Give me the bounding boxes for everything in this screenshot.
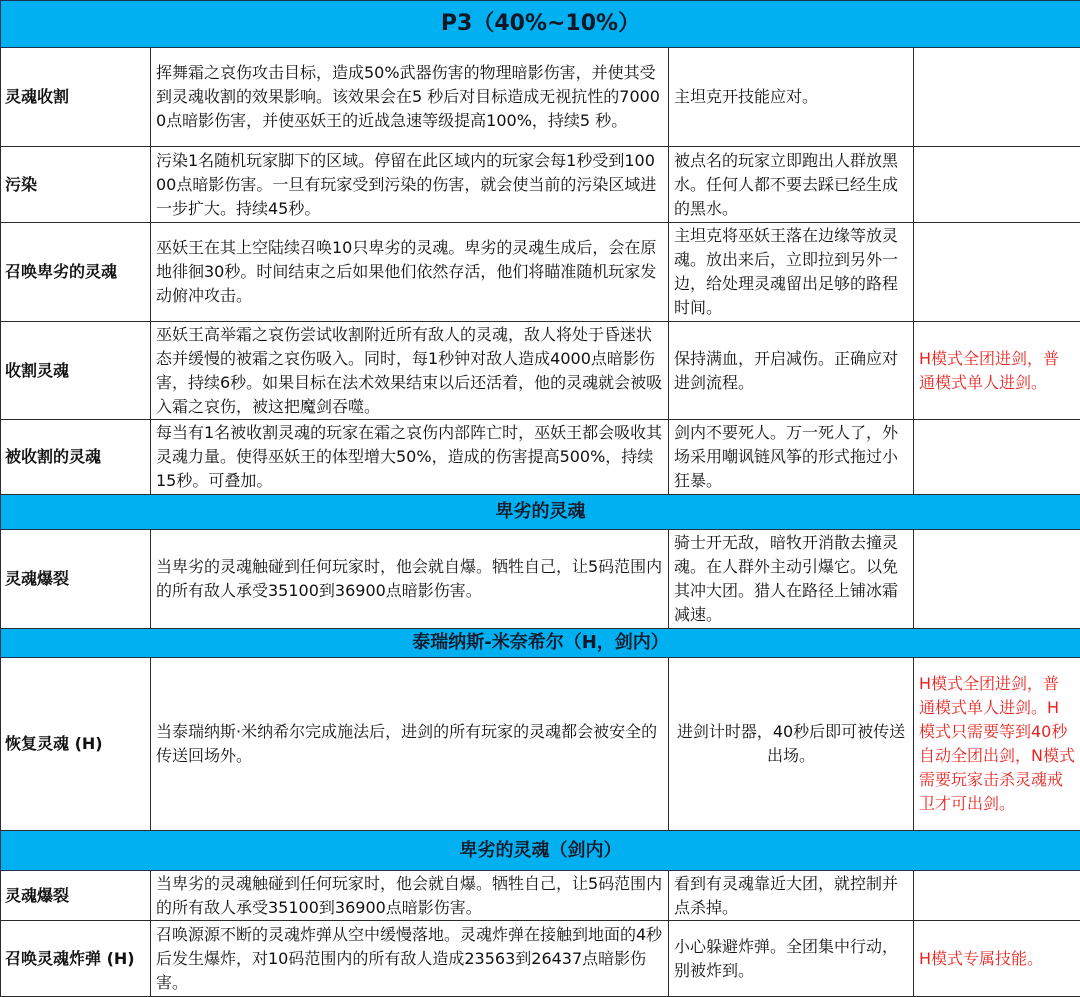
ability-note: H模式全团进剑，普通模式单人进剑。H模式只需要等到40秒自动全团出剑，N模式需要玩家击杀灵魂戒卫才可出剑。 (914, 658, 1080, 831)
table-row (1, 322, 1080, 420)
ability-name: 灵魂爆裂 (1, 871, 151, 921)
ability-note (914, 871, 1080, 921)
ability-description: 巫妖王在其上空陆续召唤10只卑劣的灵魂。卑劣的灵魂生成后，会在原地徘徊30秒。时间结束之后如果他们依然存活，他们将瞄准随机玩家发动俯冲攻击。 (151, 223, 669, 322)
ability-tactic: 被点名的玩家立即跑出人群放黑水。任何人都不要去踩已经生成的黑水。 (669, 147, 914, 223)
ability-description: 召唤源源不断的灵魂炸弹从空中缓慢落地。灵魂炸弹在接触到地面的4秒后发生爆炸，对10码范围内的所有敌人造成23563到26437点暗影伤害。 (151, 921, 669, 997)
table-row (1, 48, 1080, 147)
ability-description: 巫妖王高举霜之哀伤尝试收割附近所有敌人的灵魂，敌人将处于昏迷状态并缓慢的被霜之哀伤吸入。同时，每1秒钟对敌人造成4000点暗影伤害，持续6秒。如果目标在法术效果结束以后还活着，他的灵魂就会被吸入霜之哀伤，被这把魔剑吞噬。 (151, 322, 669, 420)
ability-tactic: 保持满血，开启减伤。正确应对进剑流程。 (669, 322, 914, 420)
ability-note (914, 223, 1080, 322)
section-title: 卑劣的灵魂 (1, 495, 1080, 530)
section-header-p3 (1, 1, 1080, 48)
section-header-vile-spirits-inside (1, 831, 1080, 871)
ability-description: 污染1名随机玩家脚下的区域。停留在此区域内的玩家会每1秒受到10000点暗影伤害。一旦有玩家受到污染的伤害，就会使当前的污染区域进一步扩大。持续45秒。 (151, 147, 669, 223)
section-header-terenas (1, 629, 1080, 658)
ability-description: 当卑劣的灵魂触碰到任何玩家时，他会就自爆。牺牲自己，让5码范围内的所有敌人承受35100到36900点暗影伤害。 (151, 871, 669, 921)
table-row (1, 530, 1080, 629)
ability-tactic: 主坦克开技能应对。 (669, 48, 914, 147)
ability-tactic: 小心躲避炸弹。全团集中行动，别被炸到。 (669, 921, 914, 997)
table-row (1, 658, 1080, 831)
ability-tactic: 看到有灵魂靠近大团，就控制并点杀掉。 (669, 871, 914, 921)
ability-tactic: 主坦克将巫妖王落在边缘等放灵魂。放出来后，立即拉到另外一边，给处理灵魂留出足够的路程时间。 (669, 223, 914, 322)
ability-note (914, 48, 1080, 147)
ability-note (914, 420, 1080, 495)
section-title: P3（40%~10%） (1, 1, 1080, 48)
ability-note (914, 147, 1080, 223)
table-row (1, 223, 1080, 322)
table-row (1, 420, 1080, 495)
ability-note: H模式专属技能。 (914, 921, 1080, 997)
ability-tactic: 剑内不要死人。万一死人了，外场采用嘲讽链风筝的形式拖过小狂暴。 (669, 420, 914, 495)
ability-name: 灵魂爆裂 (1, 530, 151, 629)
ability-name: 污染 (1, 147, 151, 223)
ability-tactic: 骑士开无敌，暗牧开消散去撞灵魂。在人群外主动引爆它。以免其冲大团。猎人在路径上铺冰霜减速。 (669, 530, 914, 629)
section-header-vile-spirits (1, 495, 1080, 530)
table-row (1, 921, 1080, 997)
ability-description: 挥舞霜之哀伤攻击目标，造成50%武器伤害的物理暗影伤害，并使其受到灵魂收割的效果影响。该效果会在5 秒后对目标造成无视抗性的70000点暗影伤害，并使巫妖王的近战急速等级提高100%，持续5 秒。 (151, 48, 669, 147)
section-title: 卑劣的灵魂（剑内） (1, 831, 1080, 871)
table-row (1, 871, 1080, 921)
ability-name: 灵魂收割 (1, 48, 151, 147)
ability-description: 当泰瑞纳斯·米纳希尔完成施法后，进剑的所有玩家的灵魂都会被安全的传送回场外。 (151, 658, 669, 831)
ability-note (914, 530, 1080, 629)
ability-tactic: 进剑计时器，40秒后即可被传送出场。 (669, 658, 914, 831)
ability-description: 每当有1名被收割灵魂的玩家在霜之哀伤内部阵亡时，巫妖王都会吸收其灵魂力量。使得巫妖王的体型增大50%，造成的伤害提高500%，持续15秒。可叠加。 (151, 420, 669, 495)
ability-name: 召唤灵魂炸弹 (H) (1, 921, 151, 997)
section-title: 泰瑞纳斯-米奈希尔（H，剑内） (1, 629, 1080, 658)
ability-name: 被收割的灵魂 (1, 420, 151, 495)
ability-description: 当卑劣的灵魂触碰到任何玩家时，他会就自爆。牺牲自己，让5码范围内的所有敌人承受35100到36900点暗影伤害。 (151, 530, 669, 629)
ability-name: 召唤卑劣的灵魂 (1, 223, 151, 322)
table-row (1, 147, 1080, 223)
ability-name: 收割灵魂 (1, 322, 151, 420)
ability-name: 恢复灵魂 (H) (1, 658, 151, 831)
ability-note: H模式全团进剑，普通模式单人进剑。 (914, 322, 1080, 420)
